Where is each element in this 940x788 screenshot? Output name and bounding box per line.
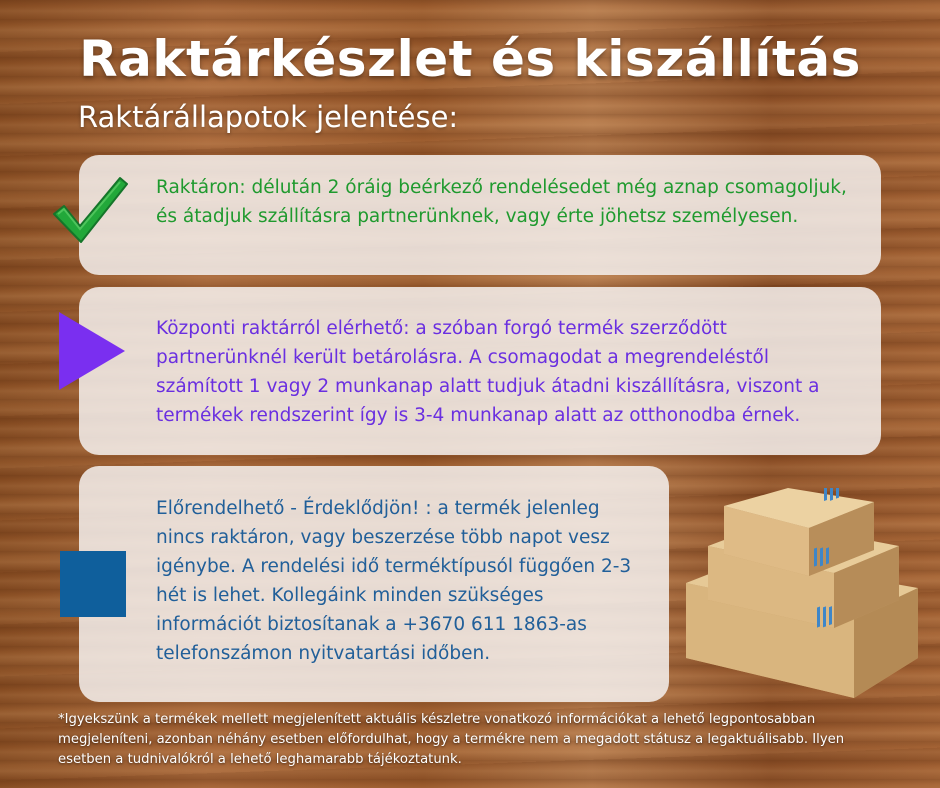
square-icon — [60, 551, 126, 617]
disclaimer-footnote: *Igyekszünk a termékek mellett megjelenített aktuális készletre vonatkozó információkat a lehető legpontosabban megjeleníteni, azonban néhány esetben előfordulhat, hogy a termékre nem a megadott státusz a legaktuálisabb. Ilyen esetben a tudnivalókról a lehető leghamarabb tájékoztatunk. — [58, 712, 845, 767]
page-title: Raktárkészlet és kiszállítás — [79, 30, 861, 88]
status-card-in-stock — [79, 155, 881, 275]
status-text-in-stock: Raktáron: délután 2 óráig beérkező rendelésedet még aznap csomagoljuk, és átadjuk szállításra partnerünknek, vagy érte jöhetsz személyesen. — [156, 177, 847, 227]
cardboard-boxes-image — [684, 488, 924, 703]
status-card-central-warehouse — [79, 287, 881, 455]
status-text-preorder: Előrendelhető - Érdeklődjön! : a termék jelenleg nincs raktáron, vagy beszerzése több napot vesz igénybe. A rendelési idő terméktípusól függően 2-3 hét is lehet. Kollegáink minden szükséges információt biztosítanak a +3670 611 1863-as telefonszámon nyitvatartási időben. — [156, 498, 632, 664]
check-icon — [50, 170, 130, 248]
status-card-preorder — [79, 466, 669, 702]
page-subtitle: Raktárállapotok jelentése: — [78, 100, 459, 134]
status-text-central-warehouse: Központi raktárról elérhető: a szóban forgó termék szerződött partnerünknél került betárolásra. A csomagodat a megrendeléstől számított 1 vagy 2 munkanap alatt tudjuk átadni kiszállításra, viszont a termékek rendszerint így is 3-4 munkanap alatt az otthonodba érnek. — [156, 318, 820, 426]
triangle-icon — [57, 310, 127, 392]
